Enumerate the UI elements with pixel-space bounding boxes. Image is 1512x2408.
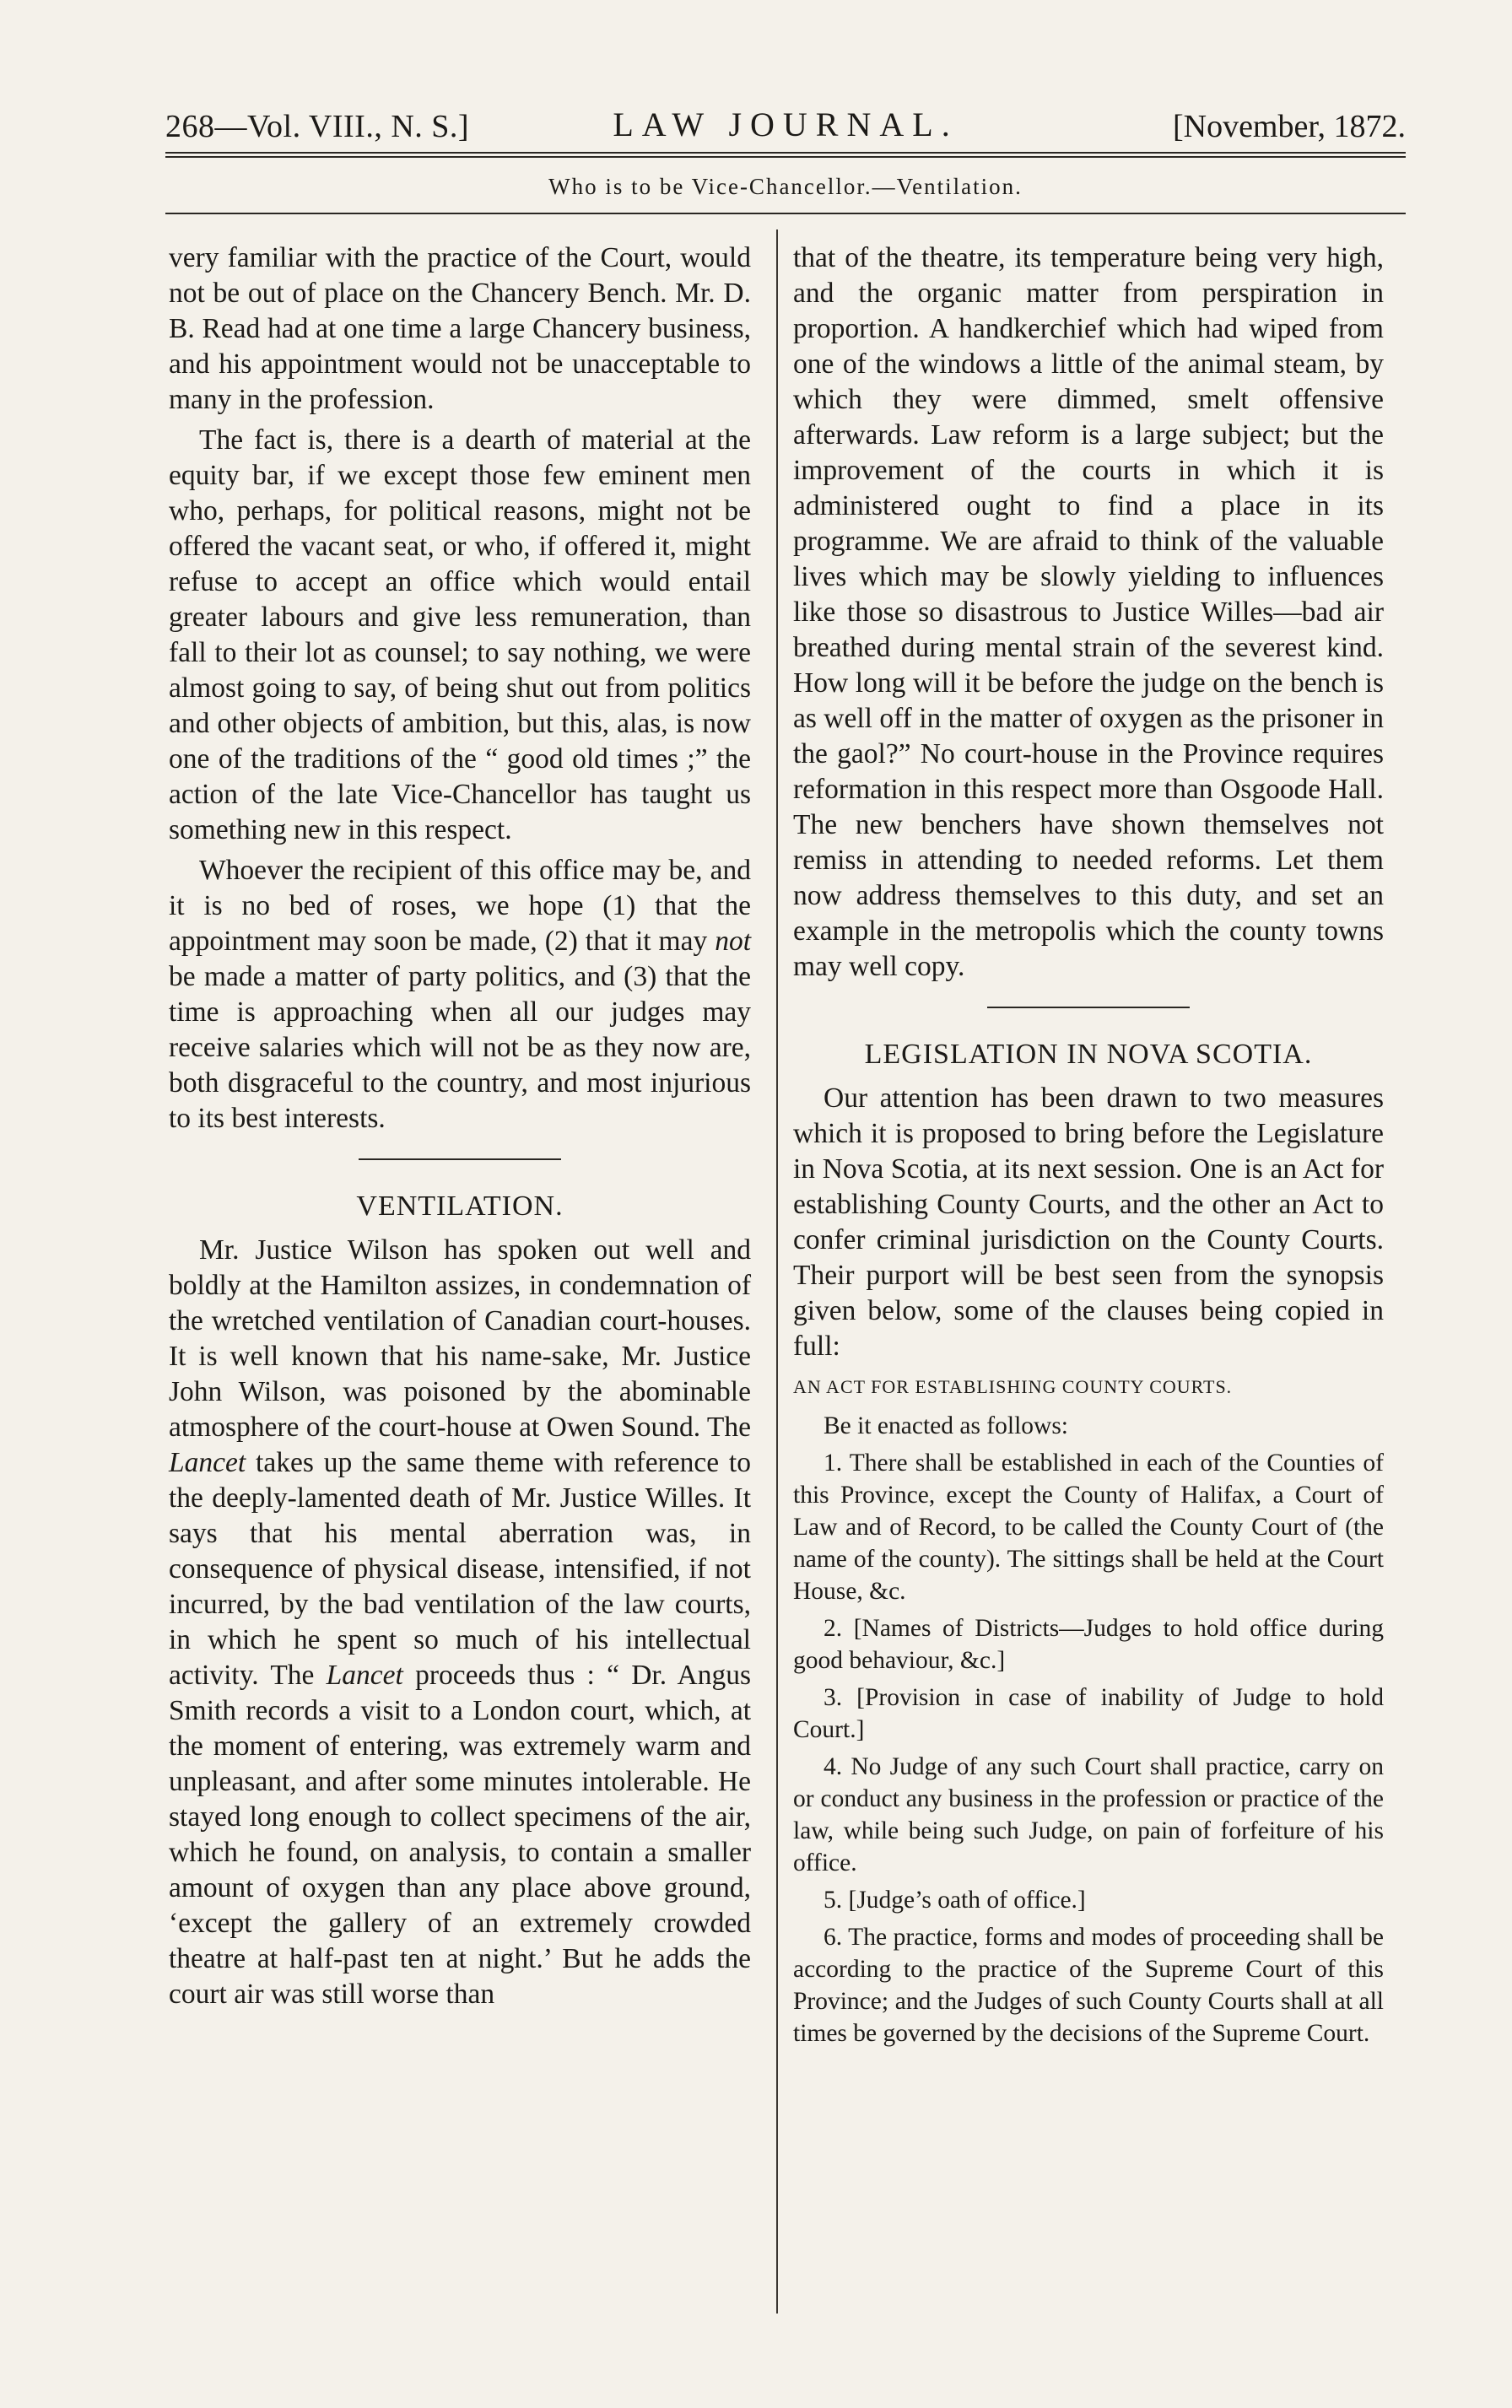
emphasis: not [715,926,751,957]
header-rule-top [165,152,1406,154]
right-column [793,240,1384,2054]
header-rule-bottom [165,156,1406,158]
article-title: VENTILATION. [356,1191,564,1222]
text-run: Mr. Justice Wilson has spoken out well and boldly at the Hamilton assizes, in condemnation of the wretched ventilation of Canadian court-houses. It is well known that his name-sake, Mr. Justice John Wilson, was poisoned by the abominable atmosphere of the court-house at Owen Sound. The [169,1234,751,1443]
text-run: be made a matter of party politics, and (3) that the time is approaching when all our judges may receive salaries which will not be as they now are, both disgraceful to the country, and most injurious to its best interests. [169,961,751,1134]
paragraph: very familiar with the practice of the Court, would not be out of place on the Chancery Bench. Mr. D. B. Read had at one time a large Chancery business, and his appointment would not be unacceptable to many in the profession. [169,242,751,415]
article-separator [987,1007,1190,1008]
running-header [165,100,1406,143]
paragraph [169,853,751,1137]
act-title: AN ACT FOR ESTABLISHING COUNTY COURTS. [793,1376,1233,1397]
issue-date: [November, 1872. [1172,109,1406,144]
paragraph: that of the theatre, its temperature being very high, and the organic matter from perspiration in proportion. A handkerchief which had wiped from one of the windows a little of the animal steam, by which they were dimmed, smelt offensive afterwards. Law reform is a large subject; but the improvement of the courts in which it is administered ought to find a place in its programme. We are afraid to think of the valuable lives which may be slowly yielding to influences like those so disastrous to Justice Willes—bad air breathed during mental strain of the severest kind. How long will it be before the judge on the bench is as well off in the matter of oxygen as the prisoner in the gaol?” No court-house in the Province requires reformation in this respect more than Osgoode Hall. The new benchers have shown themselves not remiss in attending to needed reforms. Let them now address themselves to this duty, and set an example in the metropolis which the county towns may well copy. [793,242,1384,982]
clause: 4. No Judge of any such Court shall practice, carry on or conduct any business in the profession or practice of the law, while being such Judge, on pain of forfeiture of his office. [793,1753,1384,1876]
article-separator [359,1158,561,1160]
emphasis: Lancet [169,1447,246,1478]
clause: 6. The practice, forms and modes of proceeding shall be according to the practice of the Supreme Court of this Province; and the Judges of such County Courts shall at all times be governed by the decisions of the Supreme Court. [793,1924,1384,2047]
text-run: takes up the same theme with reference to the deeply-lamented death of Mr. Justice Willes. It says that his mental aberration was, in consequence of physical disease, intensified, if not incurred, by the bad ventilation of the law courts, in which he spent so much of his intellectual activity. The [169,1447,751,1691]
paragraph [169,1233,751,2012]
journal-title: LAW JOURNAL. [613,105,958,143]
clause: 3. [Provision in case of inability of Judge to hold Court.] [793,1684,1384,1743]
text-run: proceeds thus : “ Dr. Angus Smith records a visit to a London court, which, at the moment of entering, was extremely warm and unpleasant, and after some minutes intolerable. He stayed long enough to collect specimens of the air, which he found, on analysis, to contain a smaller amount of oxygen than any place above ground, ‘except the gallery of an extremely crowded theatre at half-past ten at night.’ But he adds the court air was still worse than [169,1660,751,2010]
paragraph: The fact is, there is a dearth of material at the equity bar, if we except those few eminent men who, perhaps, for political reasons, might not be offered the vacant seat, or who, if offered it, might refuse to accept an office which would entail greater labours and give less remuneration, than fall to their lot as counsel; to say nothing, we were almost going to say, of being shut out from politics and other objects of ambition, but this, alas, is now one of the traditions of the “ good old times ;” the action of the late Vice-Chancellor has taught us something new in this respect. [169,424,751,845]
text-run: Whoever the recipient of this office may be, and it is no bed of roses, we hope (1) that the appointment may soon be made, (2) that it may [169,855,751,957]
article-title: LEGISLATION IN NOVA SCOTIA. [864,1039,1313,1070]
paragraph: Our attention has been drawn to two measures which it is proposed to bring before the Legislature in Nova Scotia, at its next session. One is an Act for establishing County Courts, and the other an Act to confer criminal jurisdiction on the County Courts. Their purport will be best seen from the synopsis given below, some of the clauses being copied in full: [793,1083,1384,1362]
section-rule [165,213,1406,214]
clause: 2. [Names of Districts—Judges to hold office during good behaviour, &c.] [793,1615,1384,1674]
clause: 1. There shall be established in each of the Counties of this Province, except the County of Halifax, a Court of Law and of Record, to be called the County Court of (the name of the county). The sittings shall be held at the Court House, &c. [793,1450,1384,1605]
emphasis: Lancet [326,1660,403,1691]
left-column [169,240,751,2017]
column-divider [776,229,778,2314]
clause: 5. [Judge’s oath of office.] [824,1887,1086,1914]
section-heading: Who is to be Vice-Chancellor.—Ventilation. [548,174,1023,199]
clause: Be it enacted as follows: [824,1412,1069,1439]
page-volume: 268—Vol. VIII., N. S.] [165,109,470,144]
